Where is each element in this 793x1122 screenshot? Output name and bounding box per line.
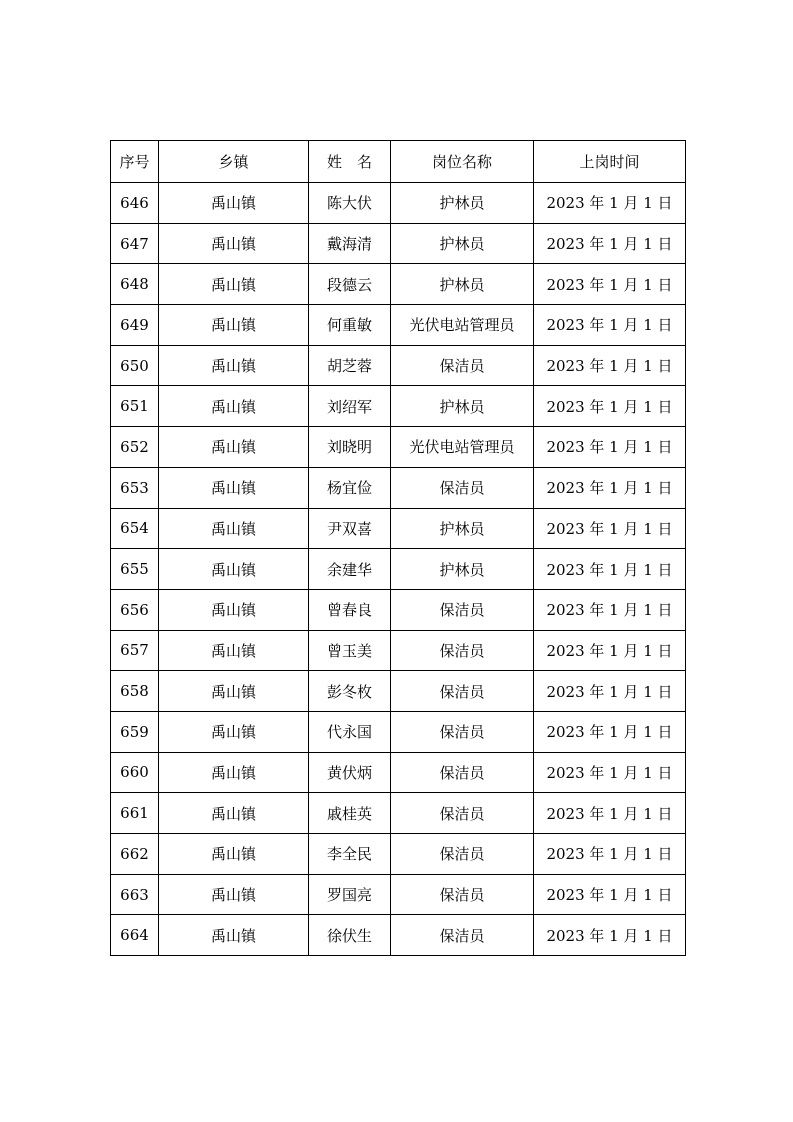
- table-row: [111, 345, 686, 386]
- cell-name: 黄伏炳: [309, 752, 391, 793]
- cell-name: 代永国: [309, 711, 391, 752]
- cell-post-title: 保洁员: [391, 467, 534, 508]
- cell-serial-number: 648: [111, 264, 159, 305]
- cell-post-title: 保洁员: [391, 834, 534, 875]
- cell-start-date: 2023 年 1 月 1 日: [534, 264, 686, 305]
- cell-serial-number: 650: [111, 345, 159, 386]
- header-post-title: 岗位名称: [391, 141, 534, 183]
- cell-serial-number: 658: [111, 671, 159, 712]
- table-row: [111, 834, 686, 875]
- table-row: [111, 427, 686, 468]
- cell-post-title: 保洁员: [391, 874, 534, 915]
- table-row: [111, 915, 686, 956]
- cell-serial-number: 660: [111, 752, 159, 793]
- cell-post-title: 保洁员: [391, 752, 534, 793]
- cell-serial-number: 651: [111, 386, 159, 427]
- cell-start-date: 2023 年 1 月 1 日: [534, 671, 686, 712]
- table-row: [111, 793, 686, 834]
- cell-start-date: 2023 年 1 月 1 日: [534, 223, 686, 264]
- header-name: 姓 名: [309, 141, 391, 183]
- cell-name: 彭冬枚: [309, 671, 391, 712]
- table-row: [111, 223, 686, 264]
- cell-start-date: 2023 年 1 月 1 日: [534, 589, 686, 630]
- cell-start-date: 2023 年 1 月 1 日: [534, 508, 686, 549]
- cell-name: 刘晓明: [309, 427, 391, 468]
- table-row: [111, 183, 686, 224]
- cell-start-date: 2023 年 1 月 1 日: [534, 874, 686, 915]
- cell-name: 余建华: [309, 549, 391, 590]
- cell-start-date: 2023 年 1 月 1 日: [534, 345, 686, 386]
- cell-name: 李全民: [309, 834, 391, 875]
- cell-post-title: 护林员: [391, 183, 534, 224]
- header-serial-number: 序号: [111, 141, 159, 183]
- cell-start-date: 2023 年 1 月 1 日: [534, 752, 686, 793]
- table-row: [111, 752, 686, 793]
- table-row: [111, 630, 686, 671]
- cell-post-title: 护林员: [391, 386, 534, 427]
- cell-township: 禹山镇: [159, 264, 309, 305]
- cell-start-date: 2023 年 1 月 1 日: [534, 549, 686, 590]
- cell-serial-number: 657: [111, 630, 159, 671]
- cell-serial-number: 654: [111, 508, 159, 549]
- cell-serial-number: 664: [111, 915, 159, 956]
- cell-township: 禹山镇: [159, 671, 309, 712]
- cell-township: 禹山镇: [159, 874, 309, 915]
- cell-start-date: 2023 年 1 月 1 日: [534, 386, 686, 427]
- cell-name: 何重敏: [309, 305, 391, 346]
- cell-township: 禹山镇: [159, 630, 309, 671]
- cell-township: 禹山镇: [159, 915, 309, 956]
- cell-name: 段德云: [309, 264, 391, 305]
- cell-township: 禹山镇: [159, 752, 309, 793]
- table-row: [111, 711, 686, 752]
- cell-township: 禹山镇: [159, 345, 309, 386]
- cell-post-title: 护林员: [391, 508, 534, 549]
- table-row: [111, 549, 686, 590]
- cell-township: 禹山镇: [159, 223, 309, 264]
- cell-post-title: 护林员: [391, 223, 534, 264]
- cell-serial-number: 652: [111, 427, 159, 468]
- cell-post-title: 保洁员: [391, 711, 534, 752]
- cell-post-title: 保洁员: [391, 589, 534, 630]
- cell-start-date: 2023 年 1 月 1 日: [534, 630, 686, 671]
- cell-serial-number: 649: [111, 305, 159, 346]
- cell-start-date: 2023 年 1 月 1 日: [534, 305, 686, 346]
- cell-post-title: 保洁员: [391, 915, 534, 956]
- table-row: [111, 264, 686, 305]
- cell-township: 禹山镇: [159, 467, 309, 508]
- cell-township: 禹山镇: [159, 589, 309, 630]
- cell-post-title: 保洁员: [391, 345, 534, 386]
- cell-start-date: 2023 年 1 月 1 日: [534, 834, 686, 875]
- table-row: [111, 305, 686, 346]
- table-body: [111, 183, 686, 956]
- table-header-row: [111, 141, 686, 183]
- cell-serial-number: 662: [111, 834, 159, 875]
- cell-serial-number: 659: [111, 711, 159, 752]
- cell-post-title: 保洁员: [391, 630, 534, 671]
- header-start-date: 上岗时间: [534, 141, 686, 183]
- cell-start-date: 2023 年 1 月 1 日: [534, 711, 686, 752]
- cell-name: 刘绍军: [309, 386, 391, 427]
- cell-start-date: 2023 年 1 月 1 日: [534, 183, 686, 224]
- cell-township: 禹山镇: [159, 183, 309, 224]
- cell-post-title: 保洁员: [391, 671, 534, 712]
- table-row: [111, 467, 686, 508]
- cell-name: 戴海清: [309, 223, 391, 264]
- cell-township: 禹山镇: [159, 834, 309, 875]
- cell-start-date: 2023 年 1 月 1 日: [534, 793, 686, 834]
- cell-name: 陈大伏: [309, 183, 391, 224]
- cell-start-date: 2023 年 1 月 1 日: [534, 467, 686, 508]
- cell-name: 曾玉美: [309, 630, 391, 671]
- cell-post-title: 保洁员: [391, 793, 534, 834]
- cell-start-date: 2023 年 1 月 1 日: [534, 427, 686, 468]
- cell-name: 尹双喜: [309, 508, 391, 549]
- staff-roster-table: [110, 140, 686, 956]
- cell-name: 罗国亮: [309, 874, 391, 915]
- cell-township: 禹山镇: [159, 386, 309, 427]
- cell-name: 杨宜俭: [309, 467, 391, 508]
- cell-name: 徐伏生: [309, 915, 391, 956]
- table-row: [111, 508, 686, 549]
- cell-post-title: 护林员: [391, 549, 534, 590]
- table-row: [111, 874, 686, 915]
- table-row: [111, 386, 686, 427]
- cell-township: 禹山镇: [159, 305, 309, 346]
- cell-serial-number: 653: [111, 467, 159, 508]
- cell-serial-number: 646: [111, 183, 159, 224]
- cell-township: 禹山镇: [159, 427, 309, 468]
- table-row: [111, 589, 686, 630]
- cell-township: 禹山镇: [159, 549, 309, 590]
- cell-serial-number: 647: [111, 223, 159, 264]
- header-township: 乡镇: [159, 141, 309, 183]
- cell-start-date: 2023 年 1 月 1 日: [534, 915, 686, 956]
- cell-name: 曾春良: [309, 589, 391, 630]
- cell-serial-number: 655: [111, 549, 159, 590]
- cell-township: 禹山镇: [159, 508, 309, 549]
- cell-name: 戚桂英: [309, 793, 391, 834]
- cell-post-title: 护林员: [391, 264, 534, 305]
- cell-serial-number: 656: [111, 589, 159, 630]
- table-row: [111, 671, 686, 712]
- cell-serial-number: 663: [111, 874, 159, 915]
- cell-post-title: 光伏电站管理员: [391, 427, 534, 468]
- cell-serial-number: 661: [111, 793, 159, 834]
- cell-township: 禹山镇: [159, 711, 309, 752]
- cell-township: 禹山镇: [159, 793, 309, 834]
- cell-name: 胡芝蓉: [309, 345, 391, 386]
- cell-post-title: 光伏电站管理员: [391, 305, 534, 346]
